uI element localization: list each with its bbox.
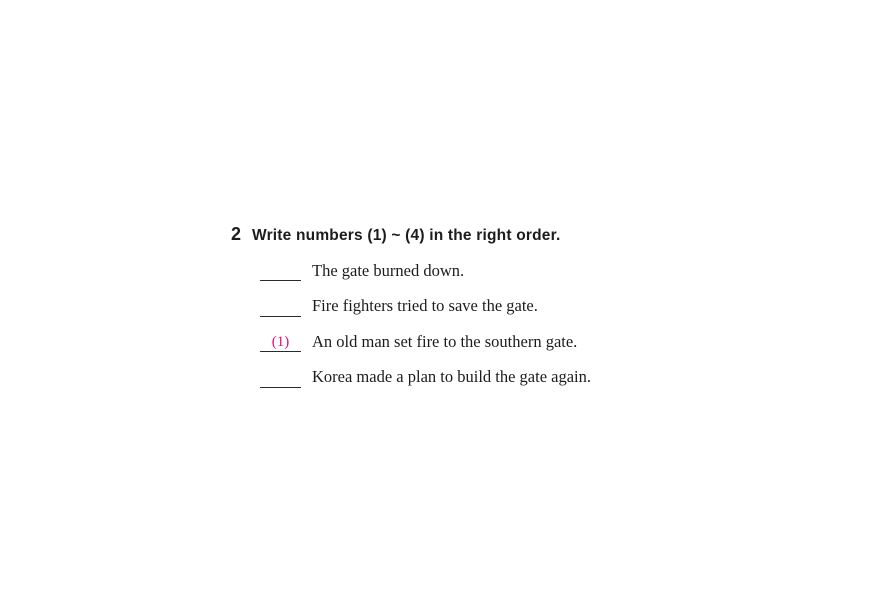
answer-blank-2[interactable] — [260, 290, 301, 317]
sentence-text-2: Fire fighters tried to save the gate. — [312, 296, 538, 315]
order-item-row — [260, 254, 680, 290]
answer-blank-4[interactable] — [260, 361, 301, 388]
answer-value-3: (1) — [271, 334, 290, 350]
question-number: 2 — [231, 224, 242, 244]
order-item-row — [260, 290, 680, 326]
question-title: Write numbers (1) ~ (4) in the right order. — [252, 227, 561, 244]
sentence-text-1: The gate burned down. — [312, 260, 465, 280]
question-header — [231, 224, 560, 245]
order-item-row — [260, 361, 680, 397]
order-item-row — [260, 325, 680, 361]
order-items-list — [260, 254, 680, 396]
answer-blank-1[interactable] — [260, 254, 301, 281]
sentence-text-4: Korea made a plan to build the gate again. — [312, 367, 592, 386]
sentence-text-3: An old man set fire to the southern gate. — [312, 331, 578, 351]
answer-blank-3[interactable] — [260, 325, 301, 352]
